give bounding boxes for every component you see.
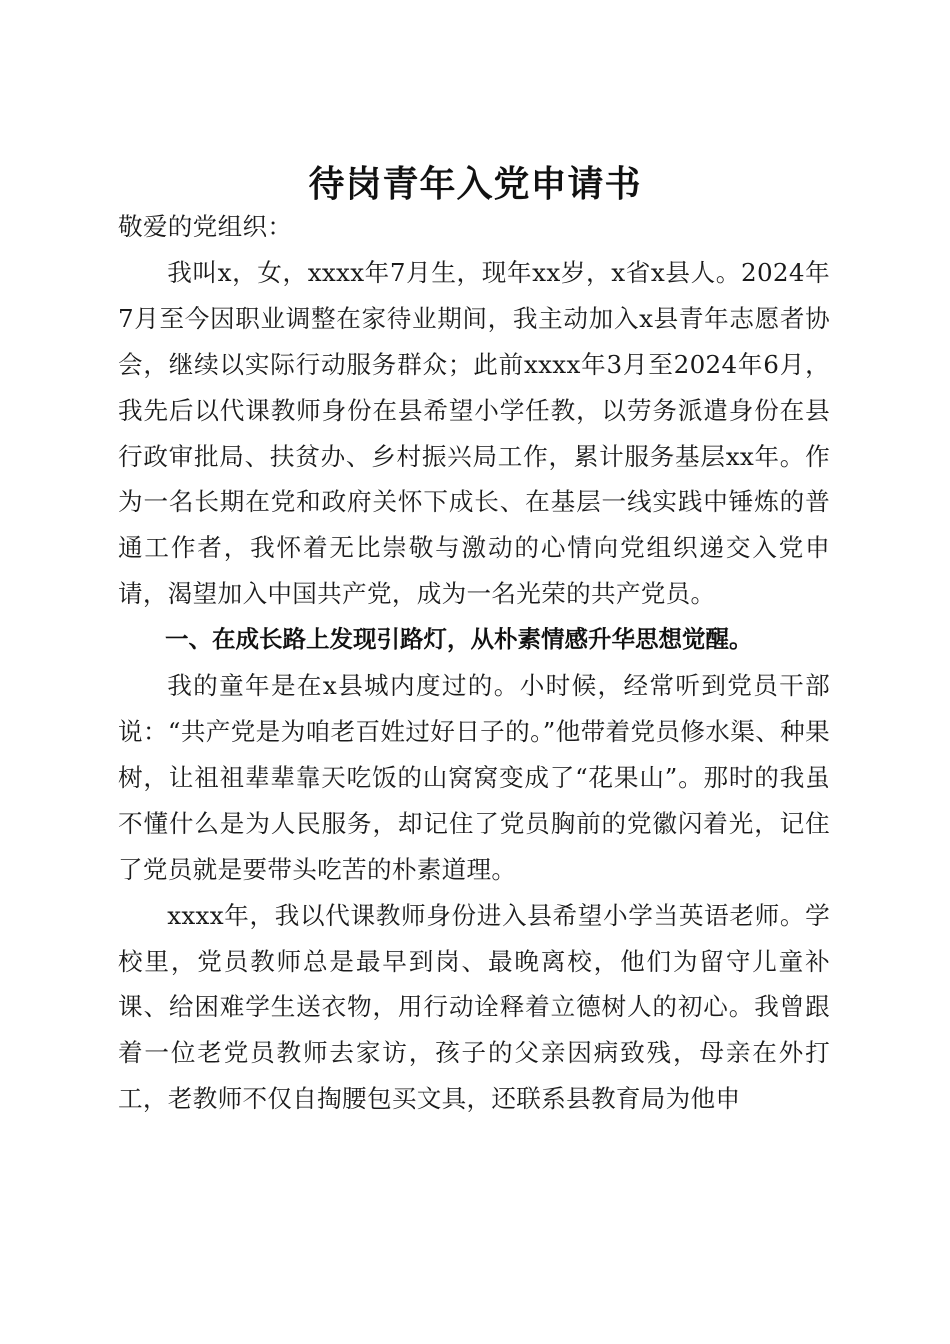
section-heading: 一、在成长路上发现引路灯，从朴素情感升华思想觉醒。 (165, 625, 753, 654)
paragraph-childhood: 我的童年是在x县城内度过的。小时候，经常听到党员干部说：“共产党是为咱老百姓过好日子的。”他带着党员修水渠、种果树，让祖祖辈辈靠天吃饭的山窝窝变成了“花果山”。那时的我虽不懂什么是为人民服务，却记住了党员胸前的党徽闪着光，记住了党员就是要带头吃苦的朴素道理。 (118, 671, 830, 884)
paragraph-intro: 我叫x，女，xxxx年7月生，现年xx岁，x省x县人。2024年7月至今因职业调整在家待业期间，我主动加入x县青年志愿者协会，继续以实际行动服务群众；此前xxxx年3月至2024年6月，我先后以代课教师身份在县希望小学任教，以劳务派遣身份在县行政审批局、扶贫办、乡村振兴局工作，累计服务基层xx年。作为一名长期在党和政府关怀下成长、在基层一线实践中锤炼的普通工作者，我怀着无比崇敬与激动的心情向党组织递交入党申请，渴望加入中国共产党，成为一名光荣的共产党员。 (118, 257, 830, 609)
paragraph-teaching: xxxx年，我以代课教师身份进入县希望小学当英语老师。学校里，党员教师总是最早到岗、最晚离校，他们为留守儿童补课、给困难学生送衣物，用行动诠释着立德树人的初心。我曾跟着一位老党员教师去家访，孩子的父亲因病致残，母亲在外打工，老教师不仅自掏腰包买文具，还联系县教育局为他申 (118, 900, 830, 1114)
salutation: 敬爱的党组织： (118, 212, 293, 241)
document-title: 待岗青年入党申请书 (308, 163, 642, 206)
document-body (118, 204, 830, 1122)
